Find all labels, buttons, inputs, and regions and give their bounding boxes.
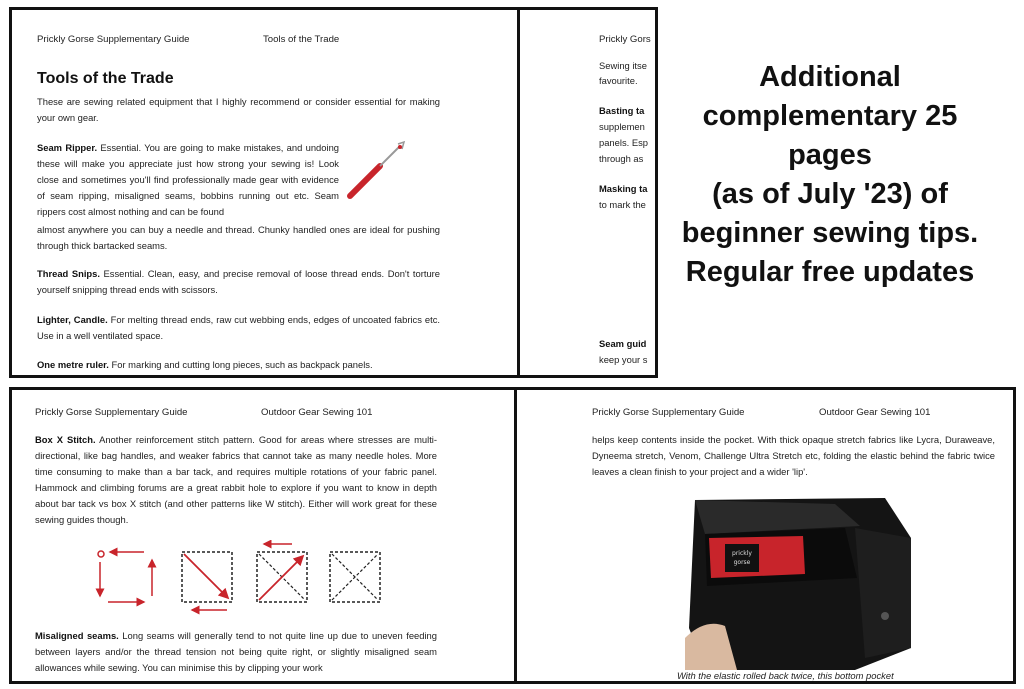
cropped-line: Sewing itse <box>599 60 647 71</box>
seam-ripper-term: Seam Ripper. <box>37 142 98 153</box>
masking-term-text: Masking ta <box>599 183 648 194</box>
box-stitch-diagram-2 <box>257 544 307 602</box>
promo-line: Regular free updates <box>685 256 975 288</box>
promo-text <box>660 58 1000 292</box>
ruler-term: One metre ruler. <box>37 359 109 370</box>
box-x-stitch-diagram <box>330 552 380 602</box>
page-header-right: Outdoor Gear Sewing 101 <box>819 407 931 418</box>
lighter-paragraph <box>37 312 440 344</box>
seam-ripper-text-continued: almost anywhere you can buy a needle and thread. Chunky handled ones are ideal for pushing through thick bartacked seams. <box>37 224 440 251</box>
stitch-pattern-diagrams <box>92 540 382 620</box>
gear-sewing-page-right <box>517 390 1013 681</box>
cropped-page <box>520 10 655 375</box>
ruler-paragraph <box>37 357 440 373</box>
brand-label-line2: gorse <box>733 559 751 566</box>
cropped-line: favourite. <box>599 75 638 86</box>
bottom-document-panel <box>9 387 1016 684</box>
pocket-photo-illustration <box>685 498 913 670</box>
thread-snips-term: Thread Snips. <box>37 268 100 279</box>
cropped-page-header: Prickly Gors <box>599 34 651 45</box>
thread-snips-text: Essential. Clean, easy, and precise removal of loose thread ends. Don't torture yourself snipping thread ends with scissors. <box>37 268 440 295</box>
misaligned-seams-text: Long seams will generally tend to not quite line up due to uneven feeding between layers and/or the thread tension not being quite right, or slightly misaligned seam allowances while sewing. You can minimise this by clipping your work <box>35 630 437 673</box>
brand-label <box>725 544 759 572</box>
cropped-line: through as <box>599 153 644 164</box>
box-x-stitch-text: Another reinforcement stitch pattern. Good for areas where stresses are multi-directional, like bag handles, and weaker fabrics that cannot take as many needle holes. More time consuming to make than a bar tack, and requires multiple rotations of your fabric panel. Hammock and climbing forums are a great rabbit hole to explore if you want to know in depth about bar tack vs box X stitch (and other patterns like W stitch). Either will work great for these sewing guides though. <box>35 434 438 525</box>
basting-term <box>599 103 644 119</box>
promo-line: Additional <box>759 61 901 93</box>
promo-line: complementary 25 <box>702 100 958 132</box>
seam-ripper-paragraph <box>37 140 339 220</box>
tools-of-trade-page <box>12 10 518 375</box>
misaligned-seams-term: Misaligned seams. <box>35 630 119 641</box>
intro-text: These are sewing related equipment that I highly recommend or consider essential for making your own gear. <box>37 96 440 123</box>
page-title: Tools of the Trade <box>37 70 174 87</box>
lighter-term: Lighter, Candle. <box>37 314 108 325</box>
box-x-stitch-term: Box X Stitch. <box>35 434 96 445</box>
page-header-right: Tools of the Trade <box>263 34 340 45</box>
cropped-line: to mark the <box>599 199 646 210</box>
seam-ripper-paragraph-continued <box>37 222 440 254</box>
promo-line: beginner sewing tips. <box>681 217 979 249</box>
cropped-line: keep your s <box>599 354 648 365</box>
pocket-paragraph <box>592 432 995 480</box>
page-header-right: Outdoor Gear Sewing 101 <box>261 407 373 418</box>
seam-guide-term-text: Seam guid <box>599 338 647 349</box>
misaligned-seams-paragraph <box>35 628 437 676</box>
gear-sewing-page-left <box>12 390 514 681</box>
page-header-left: Prickly Gorse Supplementary Guide <box>37 34 190 45</box>
promo-line: pages <box>788 139 872 171</box>
brand-label-line1: prickly <box>732 550 752 557</box>
thread-snips-paragraph <box>37 266 440 298</box>
masking-term <box>599 181 647 197</box>
page-header-left: Prickly Gorse Supplementary Guide <box>35 407 188 418</box>
box-stitch-diagram-1 <box>182 552 232 610</box>
ruler-text: For marking and cutting long pieces, such as backpack panels. <box>111 359 373 370</box>
page-header-left: Prickly Gorse Supplementary Guide <box>592 407 745 418</box>
lighter-text: For melting thread ends, raw cut webbing ends, edges of uncoated fabrics etc. Use in a well ventilated space. <box>37 314 440 341</box>
seam-ripper-text: Essential. You are going to make mistakes, and undoing these will make you appreciate just how strong your sewing is! Look close and sometimes you'll find professionally made gear with evidence of seam ripping, misaligned seams, bobbins running out etc. Seam rippers cost almost nothing and can be found <box>37 142 339 217</box>
seam-ripper-illustration <box>340 140 412 208</box>
pocket-text: helps keep contents inside the pocket. With thick opaque stretch fabrics like Lycra, Duraweave, Dyneema stretch, Venom, Challenge Ultra Stretch etc, folding the elastic behind the fabric twice leaves a clean finish to your project and a wider 'lip'. <box>592 434 995 477</box>
pocket-photo <box>685 498 913 670</box>
seam-guide-term <box>599 336 646 352</box>
intro-paragraph <box>37 94 440 126</box>
top-document-panel <box>9 7 658 378</box>
photo-caption: With the elastic rolled back twice, this bottom pocket <box>677 670 894 681</box>
basting-term-text: Basting ta <box>599 105 645 116</box>
promo-line: (as of July '23) of <box>712 178 948 210</box>
bar-tack-arrow-diagram <box>98 551 152 602</box>
cropped-line: supplemen <box>599 121 645 132</box>
box-x-stitch-paragraph <box>35 432 437 528</box>
cropped-line: panels. Esp <box>599 137 648 148</box>
